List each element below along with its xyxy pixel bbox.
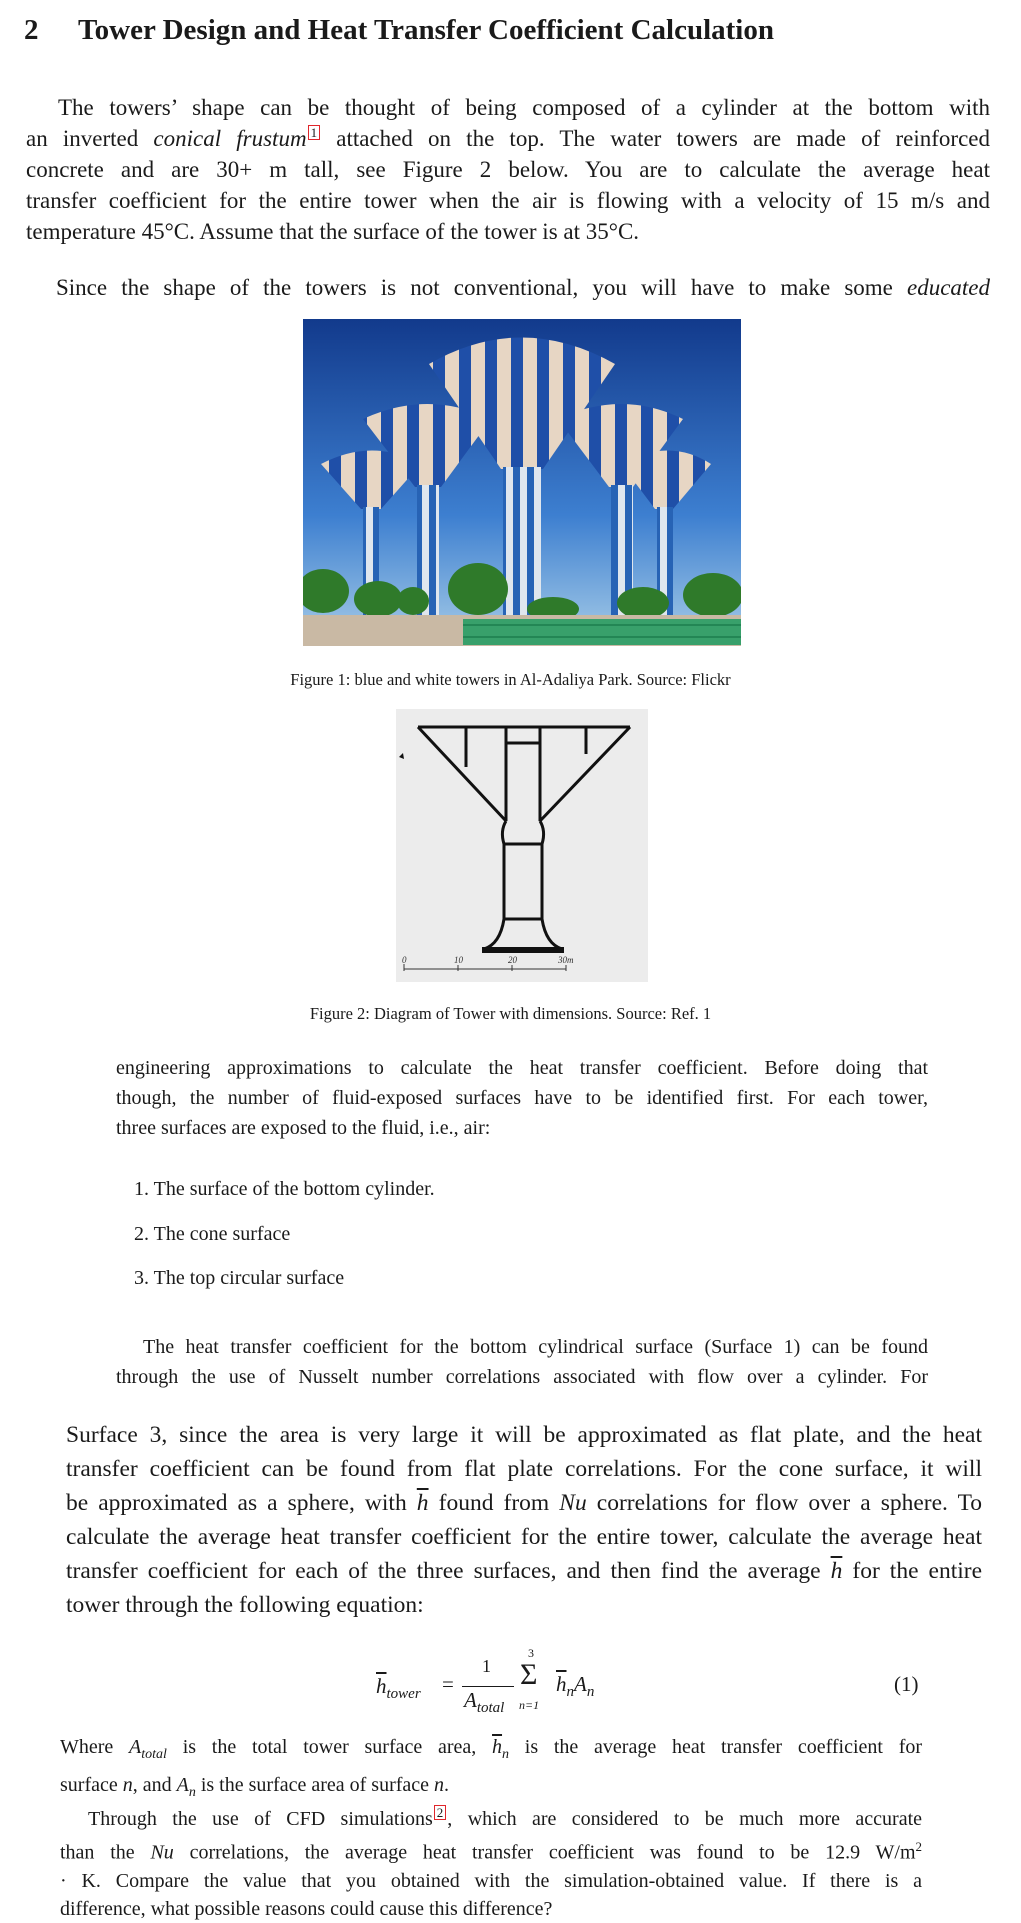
eq-lhs-h: $\overline{h}$ xyxy=(376,1674,387,1698)
surface3-line-5b: for the entire xyxy=(852,1558,983,1584)
where-h: $\overline{h}$ xyxy=(492,1736,503,1758)
where-paragraph xyxy=(60,1732,922,1808)
htc-line-1: The heat transfer coefficient for the bottom cylindrical surface (Surface 1) can be found xyxy=(143,1336,928,1358)
eq-den-sub: total xyxy=(476,1700,505,1717)
section-title: Tower Design and Heat Transfer Coefficient Calculation xyxy=(78,14,774,46)
where-b: is the total tower surface area, xyxy=(182,1736,477,1758)
where-e: , and xyxy=(132,1774,172,1796)
intro-paragraph xyxy=(26,92,990,247)
intro-line-3: concrete and are 30+ m tall, see Figure 2 below. You are to calculate the average heat xyxy=(26,157,990,182)
where-a: Where xyxy=(60,1736,114,1758)
where-Ansub: n xyxy=(188,1785,196,1800)
cfd-line-1 xyxy=(60,1805,922,1833)
htc-paragraph xyxy=(116,1332,928,1392)
surface3-line-5a: transfer coefficient for each of the three surfaces, and then find the average xyxy=(66,1558,821,1584)
surface3-line-6: tower through the following equation: xyxy=(66,1592,424,1618)
surfaces-list xyxy=(134,1178,634,1308)
surface3-line-3c: correlations for flow over a sphere. To xyxy=(596,1490,983,1516)
surface-item-2: 2. The cone surface xyxy=(134,1223,291,1245)
approx-paragraph xyxy=(116,1053,928,1143)
where-line-1 xyxy=(60,1732,922,1770)
cfd-line-2a: than the xyxy=(60,1841,135,1864)
surface3-line-3 xyxy=(66,1486,982,1520)
nu-symbol: Nu xyxy=(559,1490,587,1516)
where-c: is the average heat transfer coefficient for xyxy=(524,1736,923,1758)
surface3-line-2: transfer coefficient can be found from flat plate correlations. For the cone surface, it will xyxy=(66,1456,982,1482)
since-line xyxy=(26,272,990,303)
figure-2-caption: Figure 2: Diagram of Tower with dimensions. Source: Ref. 1 xyxy=(309,1004,712,1023)
water-towers-illustration xyxy=(303,319,741,646)
since-paragraph xyxy=(26,272,990,303)
eq-lhs xyxy=(376,1674,421,1703)
intro-line-4: transfer coefficient for the entire tower when the air is flowing with a velocity of 15 m/s and xyxy=(26,188,990,213)
eq-term-hsub: n xyxy=(566,1684,574,1701)
cfd-line-2 xyxy=(60,1833,922,1867)
eq-number: (1) xyxy=(894,1672,919,1696)
cfd-sup: 2 xyxy=(915,1839,922,1854)
conical-frustum-term: conical frustum xyxy=(153,126,307,151)
eq-numerator: 1 xyxy=(482,1656,491,1676)
intro-line-2-start: an inverted xyxy=(26,126,139,151)
eq-term xyxy=(556,1672,594,1701)
surface-item-3: 3. The top circular surface xyxy=(134,1267,345,1289)
intro-line-2-end: attached on the top. The water towers are made of reinforced xyxy=(336,126,990,151)
htc-line-2: through the use of Nusselt number correlations associated with flow over a cylinder. For xyxy=(116,1366,928,1388)
where-n2: n xyxy=(434,1774,445,1796)
eq-term-a: A xyxy=(574,1672,587,1696)
footnote-ref-1[interactable]: 1 xyxy=(308,125,321,140)
eq-fraction-bar xyxy=(462,1686,514,1687)
surface3-line-1: Surface 3, since the area is very large it will be approximated as flat plate, and the heat xyxy=(66,1422,982,1448)
cfd-line-2b: correlations, the average heat transfer coefficient was found to be 12.9 W/m xyxy=(189,1841,916,1864)
scale-label-30m: 30m xyxy=(558,955,574,965)
intro-line-5: temperature 45°C. Assume that the surface of the tower is at 35°C. xyxy=(26,219,640,244)
intro-line-2 xyxy=(26,123,990,154)
cfd-line-1a: Through the use of CFD simulations xyxy=(88,1808,433,1830)
eq-denominator xyxy=(464,1688,504,1717)
cfd-line-1b: , which are considered to be much more accurate xyxy=(447,1808,923,1830)
approx-line-2: though, the number of fluid-exposed surfaces have to be identified first. For each tower, xyxy=(116,1087,928,1109)
scale-label-20: 20 xyxy=(508,955,517,965)
where-A: A xyxy=(129,1736,142,1758)
where-An: A xyxy=(176,1774,189,1796)
eq-sum-top: 3 xyxy=(528,1646,534,1660)
where-g: . xyxy=(444,1774,450,1796)
surface3-line-5 xyxy=(66,1554,982,1588)
where-hsub: n xyxy=(502,1747,510,1762)
eq-lhs-sub: tower xyxy=(386,1686,421,1703)
cfd-line-4: difference, what possible reasons could cause this difference? xyxy=(60,1897,553,1920)
tower-diagram-drawing xyxy=(396,709,648,982)
section-number: 2 xyxy=(24,14,39,46)
surface3-line-4: calculate the average heat transfer coefficient for the entire tower, calculate the average heat xyxy=(66,1524,982,1550)
eq-den-a: A xyxy=(464,1688,477,1712)
h-bar-symbol: $\overline{h}$ xyxy=(416,1490,429,1516)
figure-2-diagram xyxy=(396,709,648,982)
equation-1 xyxy=(0,1648,1021,1720)
section-heading xyxy=(24,14,774,47)
surface3-line-3a: be approximated as a sphere, with xyxy=(66,1490,407,1516)
eq-term-asub: n xyxy=(586,1684,595,1701)
figure-1-caption: Figure 1: blue and white towers in Al-Adaliya Park. Source: Flickr xyxy=(290,670,731,689)
since-text: Since the shape of the towers is not conventional, you will have to make some xyxy=(56,275,893,300)
intro-line-1: The towers’ shape can be thought of being composed of a cylinder at the bottom with xyxy=(58,95,990,120)
eq-sum-bottom: n=1 xyxy=(519,1698,540,1712)
surface3-line-3b: found from xyxy=(438,1490,550,1516)
where-line-2 xyxy=(60,1770,922,1808)
where-n1: n xyxy=(122,1774,133,1796)
where-Asub: total xyxy=(141,1747,167,1762)
where-d: surface xyxy=(60,1774,118,1796)
scale-label-10: 10 xyxy=(454,955,463,965)
approx-line-3: three surfaces are exposed to the fluid, i.e., air: xyxy=(116,1117,491,1139)
approx-line-1: engineering approximations to calculate the heat transfer coefficient. Before doing that xyxy=(116,1057,928,1079)
surface-item-1: 1. The surface of the bottom cylinder. xyxy=(134,1178,435,1200)
educated-term: educated xyxy=(906,275,990,300)
eq-term-h: $\overline{h}$ xyxy=(556,1672,567,1696)
h-bar-symbol-2: $\overline{h}$ xyxy=(830,1558,843,1584)
cfd-nu-symbol: Nu xyxy=(150,1841,174,1864)
figure-1-photo xyxy=(303,319,741,646)
surface3-paragraph xyxy=(66,1418,982,1622)
footnote-ref-2[interactable]: 2 xyxy=(434,1805,447,1820)
cfd-paragraph xyxy=(60,1805,922,1923)
eq-equals: = xyxy=(442,1672,454,1696)
scale-label-0: 0 xyxy=(402,955,407,965)
eq-sum-symbol: Σ xyxy=(520,1658,538,1691)
cfd-line-3: · K. Compare the value that you obtained with the simulation-obtained value. If there is a xyxy=(60,1869,922,1892)
where-f: is the surface area of surface xyxy=(200,1774,430,1796)
